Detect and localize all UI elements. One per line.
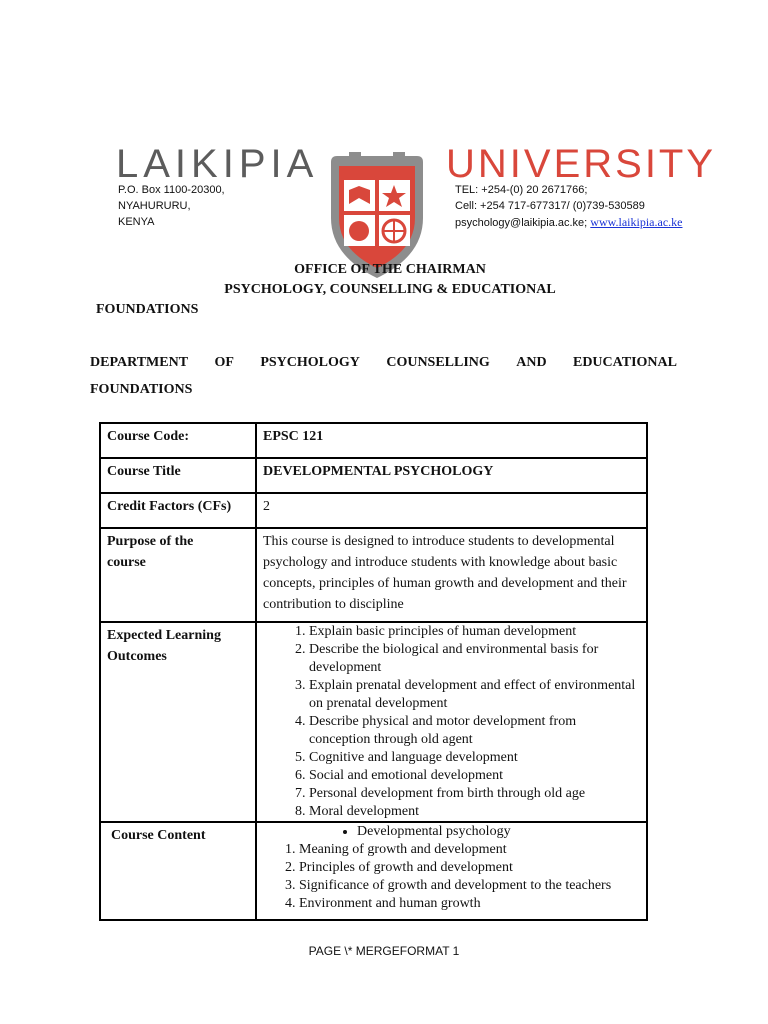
telephone: TEL: +254-(0) 20 2671766; — [455, 184, 588, 196]
course-code-value: EPSC 121 — [256, 423, 647, 458]
department-word: AND — [516, 355, 547, 370]
outcomes-value — [256, 622, 647, 822]
list-item: 3. Explain prenatal development and effect of environmental on prenatal development — [309, 677, 640, 713]
credit-factors-value: 2 — [256, 493, 647, 528]
table-row — [100, 458, 647, 493]
cellphone: Cell: +254 717-677317/ (0)739-530589 — [455, 200, 645, 212]
department-heading-continued: FOUNDATIONS — [90, 382, 193, 397]
purpose-value: This course is designed to introduce students to developmental psychology and introduce students with knowledge about basic concepts, principles of human growth and development and their contribution to discipline — [256, 528, 647, 622]
office-title: OFFICE OF THE CHAIRMAN — [294, 262, 486, 277]
list-item: 2. Principles of growth and development — [299, 859, 640, 877]
brand-laikipia: LAIKIPIA — [116, 142, 319, 186]
department-word: OF — [214, 355, 234, 370]
office-subtitle: PSYCHOLOGY, COUNSELLING & EDUCATIONAL — [224, 282, 556, 297]
list-item: 5. Cognitive and language development — [309, 749, 640, 767]
email-website — [455, 214, 682, 231]
credit-factors-label: Credit Factors (CFs) — [100, 493, 256, 528]
list-item: 4. Environment and human growth — [299, 895, 640, 913]
department-heading — [90, 355, 677, 371]
contact-info — [455, 182, 682, 231]
course-table — [99, 422, 648, 921]
department-word: EDUCATIONAL — [572, 355, 677, 370]
purpose-label-line: course — [107, 555, 146, 570]
purpose-label — [100, 528, 256, 622]
office-subtitle-continued: FOUNDATIONS — [96, 302, 199, 317]
outcomes-label-line: Expected Learning — [107, 628, 221, 643]
course-title-value: DEVELOPMENTAL PSYCHOLOGY — [256, 458, 647, 493]
course-content-value — [256, 822, 647, 920]
list-item: 2. Describe the biological and environmental basis for development — [309, 641, 640, 677]
university-crest-icon — [327, 152, 427, 278]
course-title-label: Course Title — [100, 458, 256, 493]
brand-university: UNIVERSITY — [446, 142, 717, 186]
address-line: KENYA — [118, 216, 155, 228]
content-list — [263, 841, 640, 913]
table-row — [100, 528, 647, 622]
list-item: 6. Social and emotional development — [309, 767, 640, 785]
department-word: PSYCHOLOGY — [260, 355, 360, 370]
table-row — [100, 493, 647, 528]
postal-address — [118, 182, 225, 230]
address-line: NYAHURURU, — [118, 200, 191, 212]
list-item: 8. Moral development — [309, 803, 640, 821]
outcomes-list — [263, 623, 640, 821]
course-content-label: Course Content — [100, 822, 256, 920]
table-row — [100, 822, 647, 920]
list-item: 3. Significance of growth and development to the teachers — [299, 877, 640, 895]
website-link[interactable]: www.laikipia.ac.ke — [590, 215, 683, 229]
department-word: COUNSELLING — [386, 355, 490, 370]
outcomes-label — [100, 622, 256, 822]
table-row — [100, 622, 647, 822]
content-bullet-list — [263, 823, 640, 841]
table-row — [100, 423, 647, 458]
list-item: 4. Describe physical and motor development from conception through old agent — [309, 713, 640, 749]
purpose-label-line: Purpose of the — [107, 534, 194, 549]
list-item: 1. Explain basic principles of human development — [309, 623, 640, 641]
page-footer: PAGE \* MERGEFORMAT 1 — [308, 944, 460, 958]
department-word: DEPARTMENT — [90, 355, 189, 370]
email: psychology@laikipia.ac.ke; — [455, 217, 588, 229]
course-code-label: Course Code: — [100, 423, 256, 458]
outcomes-label-line: Outcomes — [107, 649, 167, 664]
list-item: 7. Personal development from birth through old age — [309, 785, 640, 803]
list-item: 1. Meaning of growth and development — [299, 841, 640, 859]
list-item: • Developmental psychology — [357, 823, 640, 841]
address-line: P.O. Box 1100-20300, — [118, 184, 225, 196]
